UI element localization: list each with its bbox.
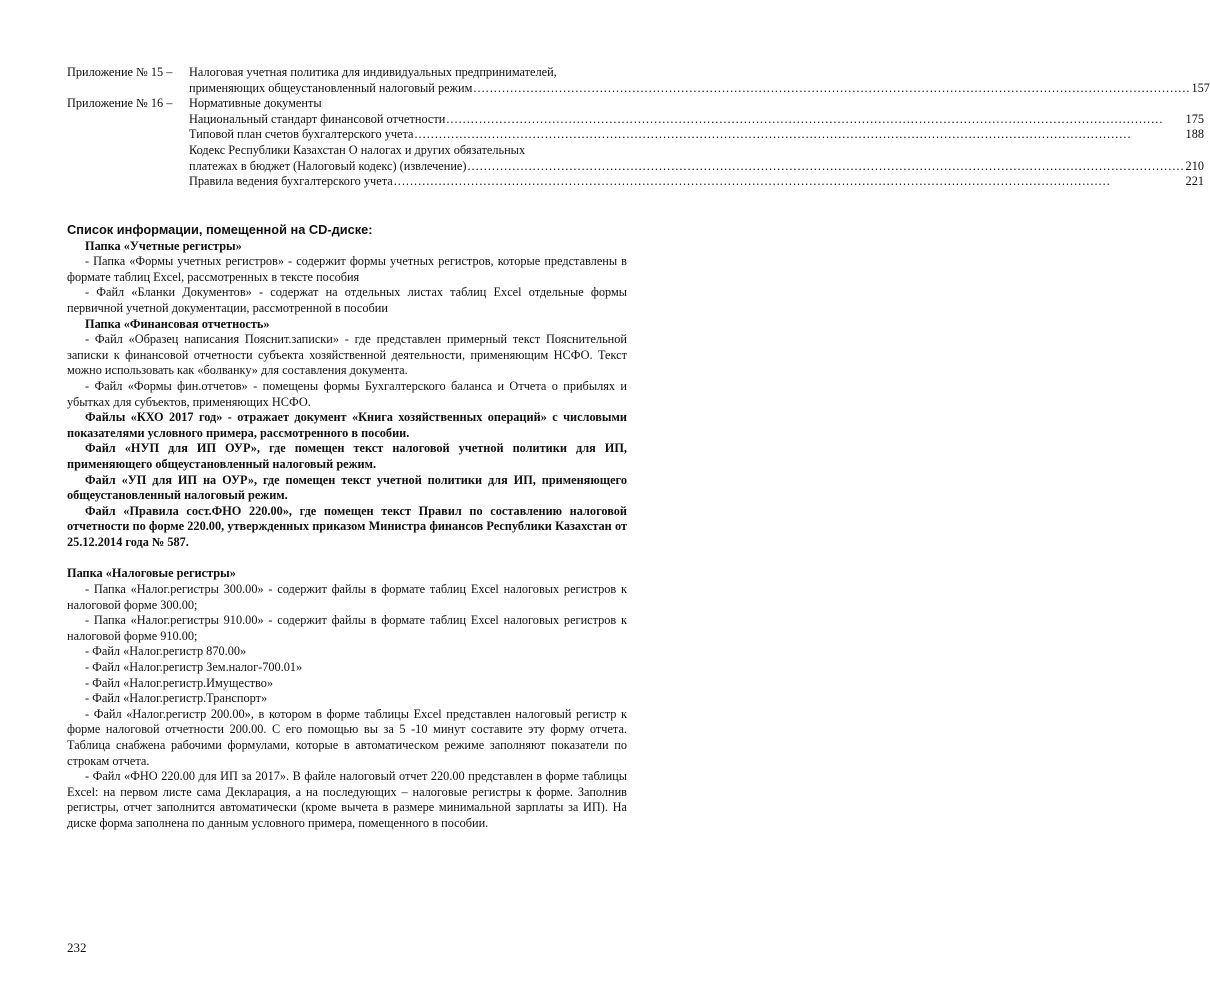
file-list-item: - Файл «Налог.регистр.Транспорт» — [85, 691, 268, 706]
paragraph: - Файл «Формы фин.отчетов» - помещены формы Бухгалтерского баланса и Отчета о прибылях и убытках для субъектов, применяющих НСФО. — [67, 378, 627, 409]
toc-page-number: 188 — [1185, 127, 1204, 142]
toc-entry — [189, 81, 1210, 97]
file-list-item: - Файл «Налог.регистр Зем.налог-700.01» — [85, 660, 303, 675]
folder-title-accounting-registers: Папка «Учетные регистры» — [85, 238, 242, 253]
toc-entry-text: применяющих общеустановленный налоговый режим — [189, 80, 473, 95]
toc-entry — [189, 127, 1204, 143]
bold-paragraph: Файлы «КХО 2017 год» - отражает документ «Книга хозяйственных операций» с числовыми показателями условного примера, рассмотренного в пособии. — [67, 410, 627, 440]
file-list-item: - Файл «Налог.регистр 870.00» — [85, 644, 247, 659]
toc-entry-text: Кодекс Республики Казахстан О налогах и других обязательных — [189, 142, 526, 157]
paragraph: - Папка «Налог.регистры 910.00» - содержит файлы в формате таблиц Excel налоговых регистров к налоговой форме 910.00; — [67, 613, 627, 643]
toc-entry-text: Правила ведения бухгалтерского учета — [189, 174, 393, 189]
appendix-16 — [67, 96, 1204, 190]
main-content — [67, 222, 627, 832]
paragraph: - Папка «Налог.регистры 300.00» - содержит файлы в формате таблиц Excel налоговых регистров к налоговой форме 300.00; — [67, 582, 627, 612]
cd-contents-heading: Список информации, помещенной на CD-диске: — [67, 222, 373, 237]
toc-entry — [189, 159, 1204, 175]
toc-leader — [467, 159, 1184, 175]
appendix-15 — [67, 65, 1210, 96]
toc-page-number: 157 — [1191, 80, 1210, 95]
appendix-label: Приложение № 15 – — [67, 65, 173, 79]
toc-entry — [189, 174, 1204, 190]
folder-title-tax-registers: Папка «Налоговые регистры» — [67, 566, 236, 581]
bold-paragraph: Файл «НУП для ИП ОУР», где помещен текст налоговой учетной политики для ИП, применяющего общеустановленный налоговый режим. — [67, 441, 627, 471]
toc-entry — [189, 96, 1204, 112]
appendix-entries — [189, 96, 1204, 190]
toc-entry — [189, 143, 1204, 159]
paragraph: - Файл «Образец написания Пояснит.записки» - где представлен примерный текст Пояснительной записки к финансовой отчетности субъекта хозяйственной деятельности, применяющим НСФО. Текст можно использовать как «болванку» для составления документа. — [67, 332, 627, 378]
toc-page-number: 175 — [1185, 111, 1204, 126]
toc-page-number: 221 — [1185, 174, 1204, 189]
toc-entry-text: Налоговая учетная политика для индивидуальных предпринимателей, — [189, 65, 557, 79]
spacer — [67, 550, 627, 566]
appendix-list — [67, 65, 1210, 190]
appendix-entries — [189, 65, 1210, 96]
folder-title-financial-reporting: Папка «Финансовая отчетность» — [85, 316, 270, 331]
appendix-label: Приложение № 16 – — [67, 96, 173, 111]
toc-entry — [189, 65, 1210, 81]
bold-paragraph: Файл «УП для ИП на ОУР», где помещен текст учетной политики для ИП, применяющего общеустановленный налоговый режим. — [67, 472, 627, 503]
toc-leader — [394, 174, 1185, 190]
toc-entry-text: платежах в бюджет (Налоговый кодекс) (извлечение) — [189, 158, 467, 173]
file-list-item: - Файл «Налог.регистр.Имущество» — [85, 675, 274, 690]
toc-page-number: 210 — [1185, 158, 1204, 173]
toc-entry-text: Нормативные документы — [189, 96, 322, 111]
page-number: 232 — [67, 940, 87, 955]
toc-entry — [189, 112, 1204, 128]
paragraph: - Папка «Формы учетных регистров» - содержит формы учетных регистров, которые представлены в формате таблиц Excel, рассмотренных в тексте пособия — [67, 254, 627, 284]
toc-leader — [414, 127, 1184, 143]
bold-paragraph: Файл «Правила сост.ФНО 220.00», где помещен текст Правил по составлению налоговой отчетности по форме 220.00, утвержденных приказом Министра финансов Республики Казахстан от 25.12.2014 года № 587. — [67, 503, 627, 549]
paragraph: - Файл «Налог.регистр 200.00», в котором в форме таблицы Excel представлен налоговый регистр к форме налоговой отчетности 200.00. С его помощью вы за 5 -10 минут составите эту форму отчета. Таблица снабжена рабочими формулами, которые в автоматическом режиме заполняют показатели по строкам отчета. — [67, 706, 627, 768]
toc-entry-text: Типовой план счетов бухгалтерского учета — [189, 127, 414, 142]
paragraph: - Файл «Бланки Документов» - содержат на отдельных листах таблиц Excel отдельные формы первичной учетной документации, рассмотренной в пособии — [67, 285, 627, 315]
toc-entry-text: Национальный стандарт финансовой отчетности — [189, 111, 446, 126]
toc-leader — [473, 81, 1190, 97]
toc-leader — [446, 112, 1184, 128]
paragraph: - Файл «ФНО 220.00 для ИП за 2017». В файле налоговый отчет 220.00 представлен в форме таблицы Excel: на первом листе сама Декларация, а на последующих – налоговые регистры к форме. Заполнив регистры, отчет заполнится автоматически (кроме вычета в размере минимальной зарплаты за ИП). На диске форма заполнена по данным условного примера, помещенного в пособии. — [67, 769, 627, 830]
